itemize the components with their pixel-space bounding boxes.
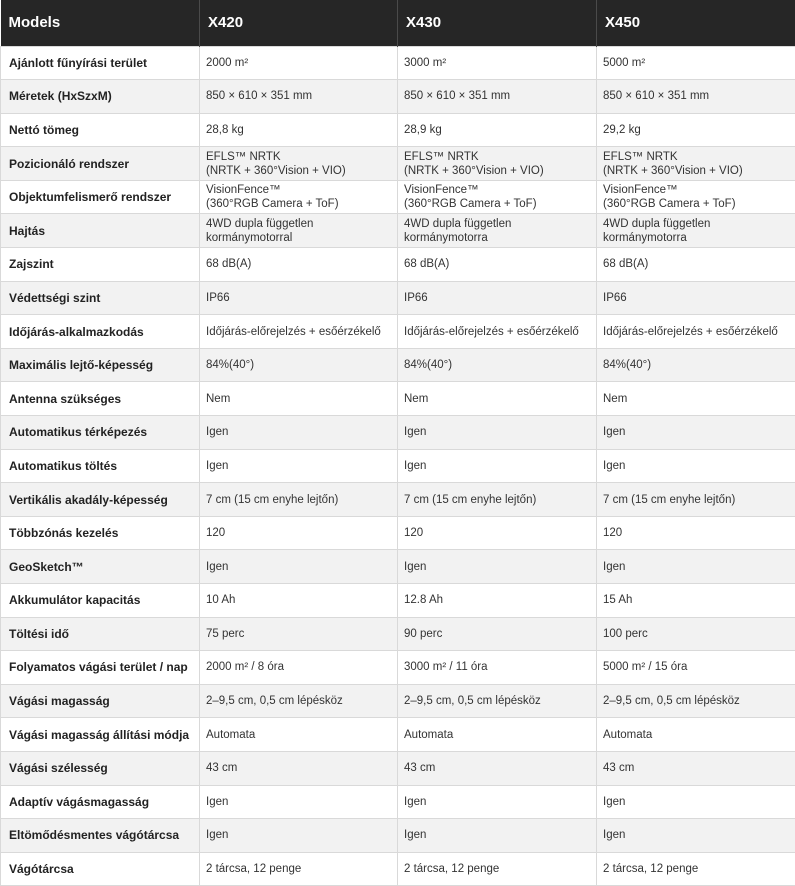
row-label: Időjárás-alkalmazkodás	[1, 315, 200, 349]
row-label: Védettségi szint	[1, 281, 200, 315]
cell-x430: 3000 m² / 11 óra	[398, 651, 597, 685]
cell-x430: 43 cm	[398, 751, 597, 785]
row-label: Nettó tömeg	[1, 113, 200, 147]
cell-x420: 75 perc	[200, 617, 398, 651]
cell-x450: 5000 m²	[597, 46, 795, 80]
cell-x420: 850 × 610 × 351 mm	[200, 80, 398, 114]
header-row	[1, 0, 795, 46]
row-label: Eltömődésmentes vágótárcsa	[1, 819, 200, 853]
cell-x450: 43 cm	[597, 751, 795, 785]
cell-x450: 29,2 kg	[597, 113, 795, 147]
table-row	[1, 113, 795, 147]
cell-x450: 5000 m² / 15 óra	[597, 651, 795, 685]
cell-x420: Automata	[200, 718, 398, 752]
table-body	[1, 46, 795, 886]
table-row	[1, 718, 795, 752]
row-label: Automatikus térképezés	[1, 416, 200, 450]
cell-x450: 7 cm (15 cm enyhe lejtőn)	[597, 483, 795, 517]
cell-x450: Automata	[597, 718, 795, 752]
cell-x430: EFLS™ NRTK (NRTK + 360°Vision + VIO)	[398, 147, 597, 181]
table-row	[1, 248, 795, 282]
cell-x420: Időjárás-előrejelzés + esőérzékelő	[200, 315, 398, 349]
cell-x450: 15 Ah	[597, 584, 795, 618]
row-label: Töltési idő	[1, 617, 200, 651]
row-label: Pozicionáló rendszer	[1, 147, 200, 181]
cell-x430: 7 cm (15 cm enyhe lejtőn)	[398, 483, 597, 517]
cell-x450: 100 perc	[597, 617, 795, 651]
cell-x420: Igen	[200, 449, 398, 483]
cell-x430: VisionFence™ (360°RGB Camera + ToF)	[398, 180, 597, 214]
table-row	[1, 651, 795, 685]
cell-x450: EFLS™ NRTK (NRTK + 360°Vision + VIO)	[597, 147, 795, 181]
cell-x430: Igen	[398, 785, 597, 819]
table-row	[1, 281, 795, 315]
header-models: Models	[1, 0, 200, 46]
table-row	[1, 214, 795, 248]
cell-x450: 850 × 610 × 351 mm	[597, 80, 795, 114]
row-label: Méretek (HxSzxM)	[1, 80, 200, 114]
cell-x420: 28,8 kg	[200, 113, 398, 147]
row-label: Vágási magasság	[1, 684, 200, 718]
cell-x420: Igen	[200, 550, 398, 584]
cell-x450: Igen	[597, 819, 795, 853]
cell-x430: 90 perc	[398, 617, 597, 651]
table-row	[1, 584, 795, 618]
cell-x420: 2000 m² / 8 óra	[200, 651, 398, 685]
row-label: Többzónás kezelés	[1, 516, 200, 550]
row-label: Objektumfelismerő rendszer	[1, 180, 200, 214]
cell-x430: Időjárás-előrejelzés + esőérzékelő	[398, 315, 597, 349]
cell-x430: Nem	[398, 382, 597, 416]
cell-x430: Igen	[398, 819, 597, 853]
cell-x430: Automata	[398, 718, 597, 752]
row-label: Automatikus töltés	[1, 449, 200, 483]
cell-x450: Időjárás-előrejelzés + esőérzékelő	[597, 315, 795, 349]
table-row	[1, 348, 795, 382]
row-label: Akkumulátor kapacitás	[1, 584, 200, 618]
row-label: Vágótárcsa	[1, 852, 200, 886]
cell-x450: VisionFence™ (360°RGB Camera + ToF)	[597, 180, 795, 214]
table-row	[1, 751, 795, 785]
cell-x450: Igen	[597, 550, 795, 584]
header-x430: X430	[398, 0, 597, 46]
cell-x420: 84%(40°)	[200, 348, 398, 382]
cell-x420: 4WD dupla független kormánymotorral	[200, 214, 398, 248]
row-label: Zajszint	[1, 248, 200, 282]
table-row	[1, 852, 795, 886]
cell-x450: 84%(40°)	[597, 348, 795, 382]
cell-x430: 2 tárcsa, 12 penge	[398, 852, 597, 886]
cell-x450: IP66	[597, 281, 795, 315]
cell-x450: Igen	[597, 416, 795, 450]
table-row	[1, 416, 795, 450]
table-row	[1, 785, 795, 819]
table-row	[1, 80, 795, 114]
cell-x450: 2 tárcsa, 12 penge	[597, 852, 795, 886]
table-row	[1, 550, 795, 584]
cell-x450: Igen	[597, 449, 795, 483]
cell-x420: 120	[200, 516, 398, 550]
row-label: Vágási szélesség	[1, 751, 200, 785]
row-label: Hajtás	[1, 214, 200, 248]
table-row	[1, 315, 795, 349]
cell-x450: 2–9,5 cm, 0,5 cm lépésköz	[597, 684, 795, 718]
row-label: Ajánlott fűnyírási terület	[1, 46, 200, 80]
cell-x430: 2–9,5 cm, 0,5 cm lépésköz	[398, 684, 597, 718]
table-header	[1, 0, 795, 46]
row-label: Vertikális akadály-képesség	[1, 483, 200, 517]
table-row	[1, 46, 795, 80]
table-row	[1, 449, 795, 483]
header-x450: X450	[597, 0, 795, 46]
cell-x430: Igen	[398, 449, 597, 483]
cell-x430: 4WD dupla független kormánymotorra	[398, 214, 597, 248]
cell-x420: EFLS™ NRTK (NRTK + 360°Vision + VIO)	[200, 147, 398, 181]
cell-x420: 2 tárcsa, 12 penge	[200, 852, 398, 886]
cell-x420: 10 Ah	[200, 584, 398, 618]
table-row	[1, 819, 795, 853]
table-row	[1, 684, 795, 718]
cell-x430: 850 × 610 × 351 mm	[398, 80, 597, 114]
cell-x450: 4WD dupla független kormánymotorra	[597, 214, 795, 248]
cell-x420: 68 dB(A)	[200, 248, 398, 282]
cell-x420: 2–9,5 cm, 0,5 cm lépésköz	[200, 684, 398, 718]
row-label: Adaptív vágásmagasság	[1, 785, 200, 819]
cell-x420: Igen	[200, 785, 398, 819]
cell-x420: VisionFence™ (360°RGB Camera + ToF)	[200, 180, 398, 214]
table-row	[1, 516, 795, 550]
cell-x430: 12.8 Ah	[398, 584, 597, 618]
row-label: Vágási magasság állítási módja	[1, 718, 200, 752]
cell-x420: Igen	[200, 819, 398, 853]
cell-x430: 3000 m²	[398, 46, 597, 80]
cell-x420: Nem	[200, 382, 398, 416]
row-label: Antenna szükséges	[1, 382, 200, 416]
row-label: Folyamatos vágási terület / nap	[1, 651, 200, 685]
cell-x420: 7 cm (15 cm enyhe lejtőn)	[200, 483, 398, 517]
table-row	[1, 147, 795, 181]
row-label: Maximális lejtő-képesség	[1, 348, 200, 382]
cell-x450: Igen	[597, 785, 795, 819]
row-label: GeoSketch™	[1, 550, 200, 584]
cell-x420: 2000 m²	[200, 46, 398, 80]
cell-x430: Igen	[398, 550, 597, 584]
table-row	[1, 617, 795, 651]
cell-x420: IP66	[200, 281, 398, 315]
cell-x430: Igen	[398, 416, 597, 450]
table-row	[1, 180, 795, 214]
cell-x430: 120	[398, 516, 597, 550]
cell-x450: 120	[597, 516, 795, 550]
cell-x430: 68 dB(A)	[398, 248, 597, 282]
table-row	[1, 382, 795, 416]
cell-x430: 84%(40°)	[398, 348, 597, 382]
cell-x430: IP66	[398, 281, 597, 315]
cell-x450: 68 dB(A)	[597, 248, 795, 282]
cell-x420: 43 cm	[200, 751, 398, 785]
cell-x420: Igen	[200, 416, 398, 450]
cell-x430: 28,9 kg	[398, 113, 597, 147]
header-x420: X420	[200, 0, 398, 46]
cell-x450: Nem	[597, 382, 795, 416]
table-row	[1, 483, 795, 517]
